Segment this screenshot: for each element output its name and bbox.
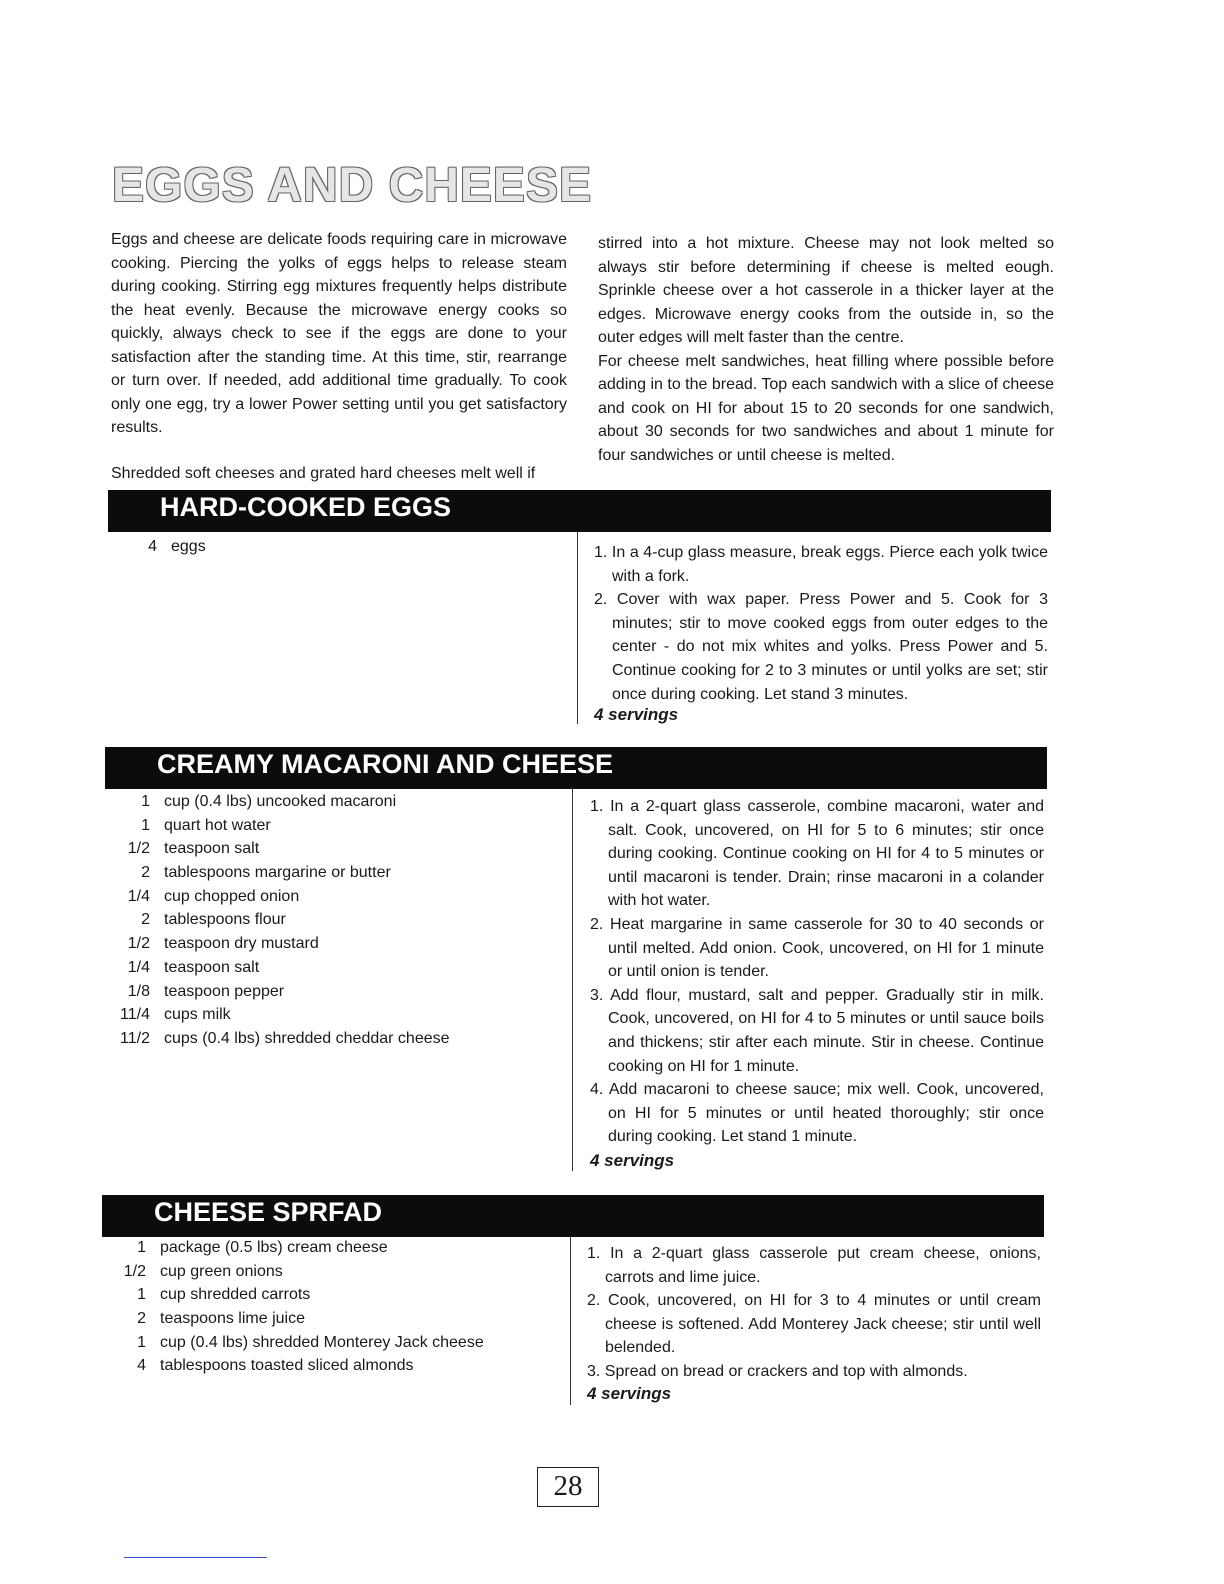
page-title: EGGS AND CHEESE (112, 159, 592, 212)
footer-rule (124, 1557, 267, 1558)
ingredient-name: teaspoon pepper (164, 982, 285, 1000)
step-list (587, 1242, 1041, 1384)
recipe-title: CREAMY MACARONI AND CHEESE (157, 749, 614, 779)
ingredient-item (137, 1331, 560, 1355)
ingredient-qty: 2 (141, 911, 150, 929)
ingredient-list (123, 1236, 560, 1378)
ingredient-name: teaspoons lime juice (160, 1310, 305, 1328)
ingredient-name: cup chopped onion (164, 887, 300, 905)
ingredient-name: cup (0.4 lbs) uncooked macaroni (164, 793, 397, 810)
ingredient-list (148, 535, 561, 559)
ingredient-qty: 1/4 (127, 887, 150, 905)
column-divider (577, 532, 578, 724)
ingredient-qty: 4 (137, 1357, 146, 1375)
ingredient-qty: 1/2 (123, 1262, 146, 1280)
ingredient-item (148, 535, 561, 559)
ingredient-qty: 1 (141, 793, 150, 810)
ingredient-name: cup shredded carrots (160, 1286, 311, 1304)
ingredient-name: cups milk (164, 1006, 231, 1024)
ingredient-qty: 11/4 (120, 1006, 150, 1024)
step-item: 4. Add macaroni to cheese sauce; mix well. Cook, uncovered, on HI for 5 minutes or until heated thoroughly; stir once during cooking. Let stand 1 minute. (590, 1081, 1044, 1146)
step-item: 3. Add flour, mustard, salt and pepper. Gradually stir in milk. Cook, uncovered, on HI for 4 to 5 minutes or until sauce boils and thickens; stir after each minute. Stir in cheese. Continue cooking on HI for 1 minute. (590, 986, 1044, 1075)
ingredient-item (127, 956, 564, 980)
ingredient-item (137, 1354, 560, 1378)
ingredient-qty: 1 (137, 1239, 146, 1256)
ingredient-item (141, 790, 564, 814)
step-list (590, 795, 1044, 1149)
ingredient-item (120, 1027, 564, 1051)
servings: 4 servings (590, 1151, 675, 1170)
intro-right-column (598, 232, 1054, 467)
ingredient-item (141, 908, 564, 932)
ingredient-name: cup green onions (160, 1262, 283, 1280)
step-item: 2. Cook, uncovered, on HI for 3 to 4 minutes or until cream cheese is softened. Add Monterey Jack cheese; stir until well belended. (587, 1292, 1041, 1357)
ingredient-name: tablespoons flour (164, 911, 286, 929)
recipe-title: HARD-COOKED EGGS (160, 492, 452, 522)
step-item: 1. In a 2-quart glass casserole put cream cheese, onions, carrots and lime juice. (587, 1245, 1041, 1286)
ingredient-item (123, 1260, 560, 1284)
ingredient-item (137, 1283, 560, 1307)
ingredient-qty: 4 (148, 538, 157, 555)
ingredient-item (120, 1003, 564, 1027)
ingredient-qty: 2 (141, 864, 150, 882)
ingredient-item (127, 932, 564, 956)
ingredient-name: tablespoons margarine or butter (164, 864, 391, 882)
ingredient-name: cup (0.4 lbs) shredded Monterey Jack cheese (160, 1333, 484, 1351)
recipe-title: CHEESE SPRFAD (154, 1197, 383, 1227)
ingredient-item (127, 980, 564, 1004)
ingredient-item (137, 1236, 560, 1260)
step-list (594, 541, 1048, 706)
ingredient-name: teaspoon salt (164, 840, 260, 858)
step-item: 2. Cover with wax paper. Press Power and 5. Cook for 3 minutes; stir to move cooked eggs from outer edges to the center - do not mix whites and yolks. Press Power and 5. Continue cooking for 2 to 3 minutes or until yolks are set; stir once during cooking. Let stand 3 minutes. (594, 591, 1048, 703)
ingredient-name: teaspoon dry mustard (164, 935, 319, 953)
intro-paragraph: Eggs and cheese are delicate foods requiring care in microwave cooking. Piercing the yolks of eggs helps to release steam during cooking. Stirring egg mixtures frequently helps distribute the heat evenly. Because the microwave energy cooks so quickly, always check to see if the eggs are done to your satisfaction after the standing time. At this time, stir, rearrange or turn over. If needed, add additional time gradually. To cook only one egg, try a lower Power setting until you get satisfactory results. (111, 231, 567, 436)
ingredient-qty: 1/2 (127, 935, 150, 953)
step-item: 3. Spread on bread or crackers and top with almonds. (587, 1362, 968, 1380)
ingredient-name: quart hot water (164, 816, 271, 834)
intro-paragraph: stirred into a hot mixture. Cheese may not look melted so always stir before determining if cheese is melted eough. Sprinkle cheese over a hot casserole in a thicker layer at the edges. Microwave energy cooks from the outside in, so the outer edges will melt faster than the centre. (598, 235, 1054, 346)
ingredient-item (137, 1307, 560, 1331)
servings: 4 servings (594, 705, 679, 724)
servings: 4 servings (587, 1384, 672, 1403)
ingredient-name: teaspoon salt (164, 958, 260, 976)
ingredient-qty: 1 (137, 1286, 146, 1304)
ingredient-qty: 2 (137, 1310, 146, 1328)
step-item: 2. Heat margarine in same casserole for 30 to 40 seconds or until melted. Add onion. Cook, uncovered, on HI for 1 minute or until onion is tender. (590, 915, 1044, 981)
ingredient-name: package (0.5 lbs) cream cheese (160, 1239, 388, 1256)
intro-paragraph: Shredded soft cheeses and grated hard cheeses melt well if (111, 464, 536, 482)
column-divider (572, 789, 573, 1171)
ingredient-qty: 1/4 (127, 958, 150, 976)
column-divider (570, 1237, 571, 1405)
recipe-title-bar (102, 1195, 1044, 1237)
recipe-title-bar (108, 490, 1051, 532)
ingredient-qty: 1 (137, 1333, 146, 1351)
ingredient-name: eggs (171, 538, 206, 555)
ingredient-qty: 1/2 (127, 840, 150, 858)
step-item: 1. In a 4-cup glass measure, break eggs. Pierce each yolk twice with a fork. (594, 544, 1048, 585)
ingredient-item (127, 837, 564, 861)
ingredient-name: tablespoons toasted sliced almonds (160, 1357, 414, 1375)
intro-paragraph: For cheese melt sandwiches, heat filling where possible before adding in to the bread. Top each sandwich with a slice of cheese and cook on HI for about 15 to 20 seconds for one sandwich, about 30 seconds for two sandwiches and about 1 minute for four sandwiches or until cheese is melted. (598, 352, 1054, 464)
step-item: 1. In a 2-quart glass casserole, combine macaroni, water and salt. Cook, uncovered, on HI for 5 to 6 minutes; stir once during cooking. Continue cooking on HI for 4 to 5 minutes or until macaroni is tender. Drain; rinse macaroni in a colander with hot water. (590, 798, 1044, 910)
ingredient-qty: 1/8 (127, 982, 150, 1000)
ingredient-item (141, 861, 564, 885)
ingredient-qty: 11/2 (120, 1029, 150, 1047)
ingredient-name: cups (0.4 lbs) shredded cheddar cheese (164, 1029, 450, 1047)
ingredient-item (127, 885, 564, 909)
ingredient-list (120, 790, 564, 1051)
recipe-title-bar (105, 747, 1047, 789)
ingredient-item (141, 814, 564, 838)
page-number: 28 (537, 1467, 599, 1507)
ingredient-qty: 1 (141, 816, 150, 834)
intro-left-column (111, 228, 567, 485)
